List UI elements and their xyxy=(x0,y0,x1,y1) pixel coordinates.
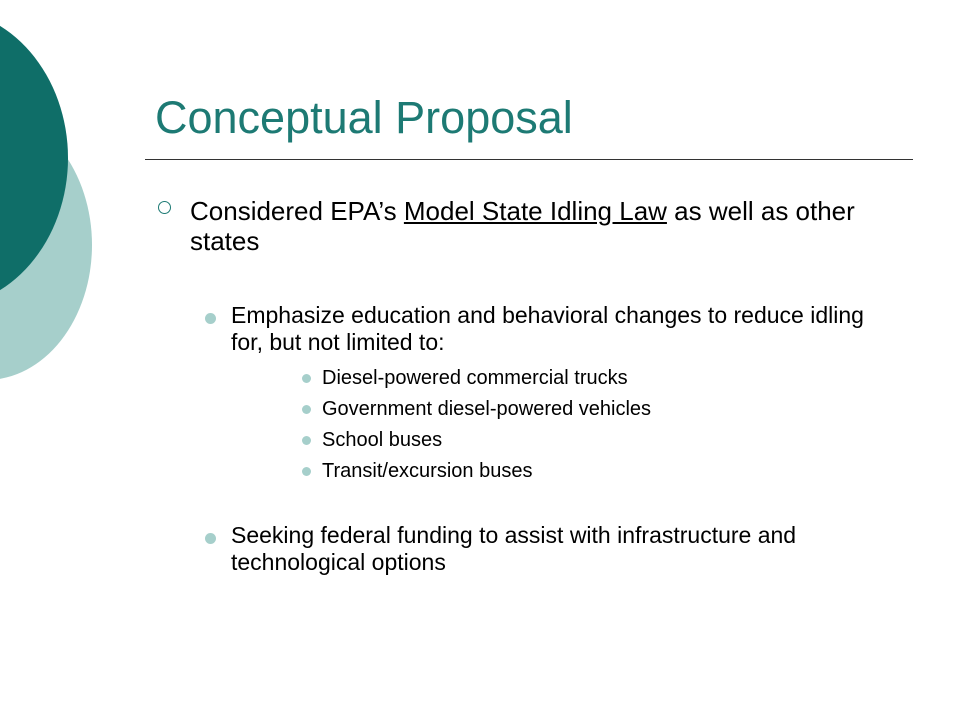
bullet-level2-funding: Seeking federal funding to assist with infrastructure and technological options xyxy=(231,522,797,575)
bullet-dot-icon xyxy=(302,374,311,383)
sub-item-trucks: Diesel-powered commercial trucks xyxy=(322,367,628,389)
hollow-bullet-icon xyxy=(158,201,171,214)
sub-item-transit-buses: Transit/excursion buses xyxy=(322,460,533,482)
bullet-level1 xyxy=(190,196,890,256)
model-state-idling-law-link[interactable]: Model State Idling Law xyxy=(403,196,667,226)
bullet-dot-icon xyxy=(205,313,216,324)
sub-item-government-vehicles: Government diesel-powered vehicles xyxy=(322,398,652,420)
bullet-text-after: as well as other states xyxy=(190,196,855,256)
bullet-dot-icon xyxy=(302,436,311,445)
bullet-dot-icon xyxy=(302,467,311,476)
bullet-dot-icon xyxy=(205,533,216,544)
bullet-text-before: Considered EPA’s xyxy=(190,196,404,226)
bullet-dot-icon xyxy=(302,405,311,414)
title-divider xyxy=(145,159,913,160)
slide-title: Conceptual Proposal xyxy=(155,92,573,143)
sub-item-school-buses: School buses xyxy=(322,429,443,451)
bullet-level2-education: Emphasize education and behavioral changes to reduce idling for, but not limited to: xyxy=(231,302,864,355)
